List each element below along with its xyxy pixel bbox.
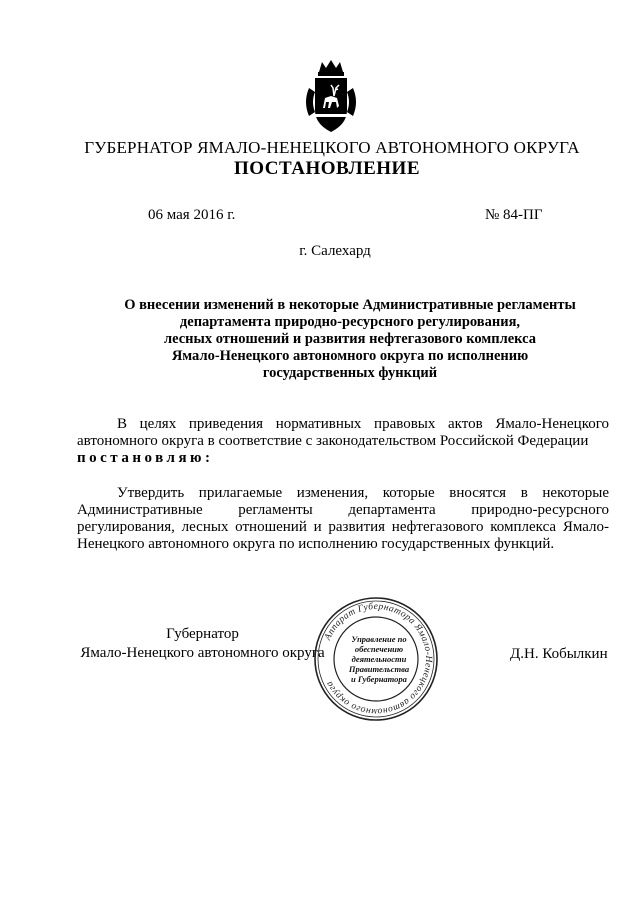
signatory-title-line1: Губернатор	[166, 626, 239, 642]
signatory-title	[80, 625, 325, 663]
document-city: г. Салехард	[299, 243, 371, 259]
preamble-paragraph	[77, 416, 609, 467]
signatory-name: Д.Н. Кобылкин	[510, 646, 608, 662]
title-line: государственных функций	[262, 365, 438, 381]
document-title	[80, 297, 620, 382]
document-number: № 84-ПГ	[485, 207, 543, 223]
title-line: департамента природно-ресурсного регулирования,	[179, 314, 521, 330]
issuing-authority: ГУБЕРНАТОР ЯМАЛО-НЕНЕЦКОГО АВТОНОМНОГО ОКРУГА	[84, 138, 580, 157]
title-line: Ямало-Ненецкого автономного округа по исполнению	[171, 348, 529, 364]
stamp-inner-text: Управление по обеспечению деятельности Правительства и Губернатора	[348, 634, 410, 684]
document-type: ПОСТАНОВЛЕНИЕ	[233, 158, 421, 179]
preamble-text: В целях приведения нормативных правовых актов Ямало-Ненецкого автономного округа в соответствие с законодательством Российской Федерации	[77, 416, 609, 449]
svg-text:Аппарат Губернатора Ямало-Нене: Аппарат Губернатора Ямало-Ненецкого автономного округа	[323, 601, 434, 717]
decree-word: постановляю:	[77, 450, 214, 466]
title-line: лесных отношений и развития нефтегазового комплекса	[163, 331, 537, 347]
coat-of-arms-icon	[301, 58, 361, 136]
signatory-title-line2: Ямало-Ненецкого автономного округа	[80, 645, 325, 661]
decree-clause: Утвердить прилагаемые изменения, которые вносятся в некоторые Административные регламенты департамента природно-ресурсного регулирования, лесных отношений и развития нефтегазового комплекса Ямало-Ненецкого автономного округа по исполнению государственных функций.	[77, 485, 609, 552]
document-date: 06 мая 2016 г.	[148, 207, 236, 223]
title-line: О внесении изменений в некоторые Административные регламенты	[124, 297, 576, 313]
